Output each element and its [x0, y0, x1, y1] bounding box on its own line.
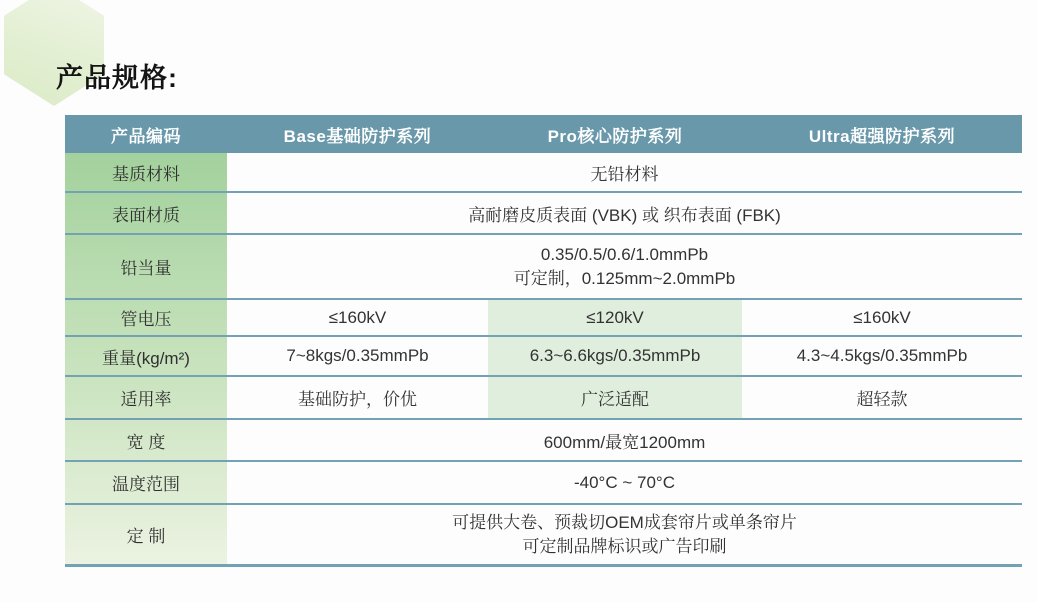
table-row-width [65, 420, 1022, 462]
header-ultra-series: Ultra超强防护系列 [808, 126, 956, 146]
table-row-surface-material [65, 193, 1022, 235]
row-value-line-2: 可定制品牌标识或广告印刷 [522, 536, 727, 556]
table-row-applicability [65, 377, 1022, 420]
table-row-temperature-range [65, 462, 1022, 505]
row-label: 铅当量 [120, 259, 172, 278]
row-value [227, 235, 1022, 298]
header-pro-series: Pro核心防护系列 [547, 126, 683, 146]
row-value: -40°C ~ 70°C [573, 472, 675, 492]
row-label: 表面材质 [112, 205, 180, 225]
cell-base: ≤160kV [328, 307, 387, 327]
row-value: 600mm/最宽1200mm [543, 432, 706, 452]
header-product-code: 产品编码 [111, 126, 181, 146]
row-label: 管电压 [120, 310, 172, 329]
table-row-weight [65, 337, 1022, 377]
cell-ultra: 超轻款 [856, 390, 908, 409]
row-label: 基质材料 [112, 164, 180, 184]
cell-pro: ≤120kV [586, 307, 644, 327]
row-value-line-1: 可提供大卷、预裁切OEM成套帘片或单条帘片 [452, 512, 797, 532]
row-value: 高耐磨皮质表面 (VBK) 或 织布表面 (FBK) [468, 205, 781, 225]
product-spec-table [65, 115, 1022, 567]
table-header-row [65, 115, 1022, 153]
row-label: 定 制 [126, 527, 166, 546]
cell-pro: 6.3~6.6kgs/0.35mmPb [529, 346, 701, 365]
table-row-lead-equivalent [65, 235, 1022, 300]
cell-base: 7~8kgs/0.35mmPb [286, 346, 429, 365]
row-label: 宽 度 [126, 432, 166, 452]
table-row-customization [65, 505, 1022, 567]
cell-pro: 广泛适配 [581, 390, 649, 409]
cell-ultra: 4.3~4.5kgs/0.35mmPb [796, 346, 968, 365]
table-row-tube-voltage [65, 300, 1022, 337]
cell-base: 基础防护，价优 [298, 390, 417, 409]
row-label: 适用率 [120, 390, 172, 409]
table-row-base-material [65, 153, 1022, 193]
page-title: 产品规格: [56, 63, 178, 93]
row-value [227, 505, 1022, 564]
row-value-line-1: 0.35/0.5/0.6/1.0mmPb [540, 244, 709, 264]
header-base-series: Base基础防护系列 [283, 126, 432, 146]
row-label: 重量(kg/m²) [102, 348, 190, 368]
cell-ultra: ≤160kV [853, 307, 911, 327]
row-value-line-2: 可定制，0.125mm~2.0mmPb [513, 268, 736, 288]
row-value: 无铅材料 [590, 164, 659, 184]
row-label: 温度范围 [112, 475, 180, 494]
